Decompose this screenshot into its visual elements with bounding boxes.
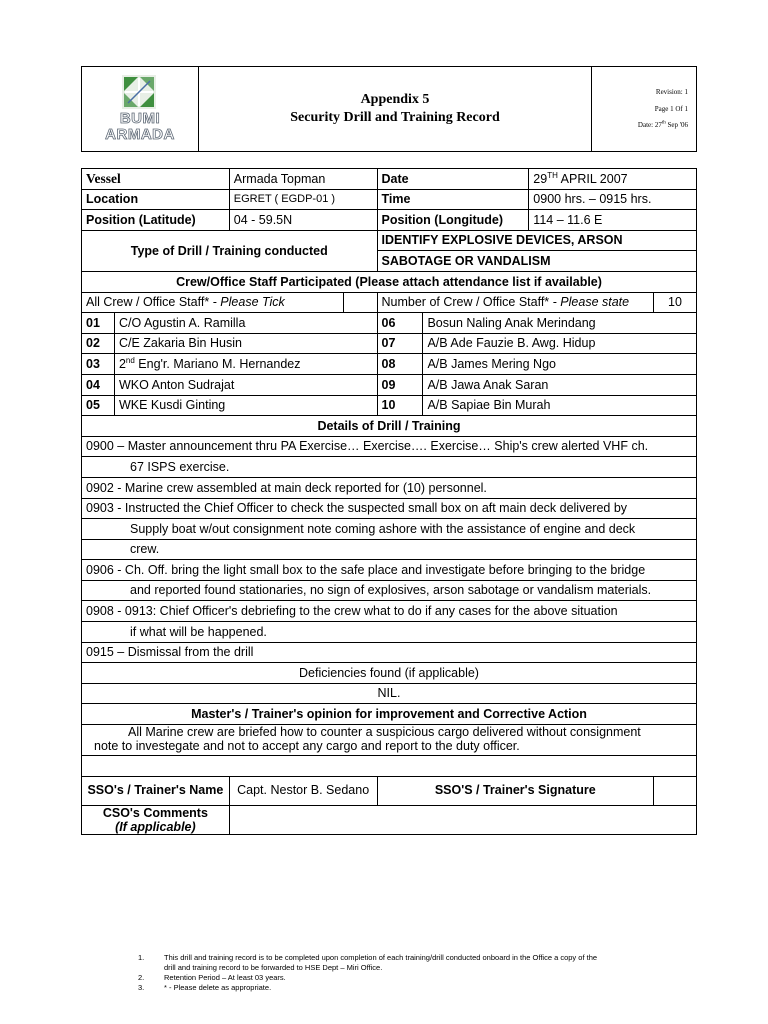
- longitude-value: 114 – 11.6 E: [529, 210, 697, 231]
- deficiencies-heading-row: [82, 663, 697, 684]
- detail-line: and reported found stationaries, no sign of explosives, arson sabotage or vandalism materials.: [82, 580, 697, 601]
- crew-number: 09: [377, 374, 423, 395]
- crew-number: 08: [377, 354, 423, 375]
- drill-record-form: [81, 168, 697, 835]
- detail-line: 0908 - 0913: Chief Officer's debriefing to the crew what to do if any cases for the above situation: [82, 601, 697, 622]
- detail-line: 0915 – Dismissal from the drill: [82, 642, 697, 663]
- crew-number-value: 10: [654, 292, 697, 313]
- all-crew-label: All Crew / Office Staff* - Please Tick: [82, 292, 344, 313]
- detail-line: 0903 - Instructed the Chief Officer to check the suspected small box on aft main deck delivered by: [82, 498, 697, 519]
- longitude-label: Position (Longitude): [377, 210, 529, 231]
- page-text: Page 1 Of 1: [654, 104, 688, 113]
- footnotes: [138, 953, 598, 993]
- cso-comments-label: CSO's Comments (If applicable): [82, 805, 230, 835]
- document-header: [81, 66, 697, 152]
- vessel-row: [82, 169, 697, 190]
- details-heading-row: [82, 416, 697, 437]
- opinion-blank-row: [82, 756, 697, 777]
- deficiencies-value-row: [82, 683, 697, 704]
- crew-row: [82, 395, 697, 416]
- crew-number: 04: [82, 374, 115, 395]
- footnote: 1. This drill and training record is to be completed upon completion of each training/drill conducted onboard in the Office a copy of the drill and training record to be forwarded to HSE Dept – Miri Office.: [138, 953, 598, 972]
- detail-line: 0906 - Ch. Off. bring the light small box to the safe place and investigate before bringing to the bridge: [82, 560, 697, 581]
- detail-line: 0900 – Master announcement thru PA Exercise… Exercise…. Exercise… Ship's crew alerted VHF ch.: [82, 436, 697, 457]
- opinion-body-row: [82, 725, 697, 756]
- crew-name: WKO Anton Sudrajat: [114, 374, 377, 395]
- crew-name: WKE Kusdi Ginting: [114, 395, 377, 416]
- position-row: [82, 210, 697, 231]
- opinion-line-2: note to investegate and not to accept any cargo and report to the duty officer.: [94, 739, 520, 754]
- company-logo: [82, 67, 198, 151]
- sso-name-value: Capt. Nestor B. Sedano: [229, 776, 377, 805]
- latitude-label: Position (Latitude): [82, 210, 230, 231]
- logo-word-armada: ARMADA: [105, 126, 175, 143]
- crew-number: 01: [82, 313, 115, 334]
- revision-text: Revision: 1: [655, 87, 688, 96]
- date-value: 29TH APRIL 2007: [529, 169, 697, 190]
- vessel-value: Armada Topman: [229, 169, 377, 190]
- time-value: 0900 hrs. – 0915 hrs.: [529, 189, 697, 210]
- details-heading: Details of Drill / Training: [82, 416, 697, 437]
- crew-name: Bosun Naling Anak Merindang: [423, 313, 697, 334]
- sso-name-label: SSO's / Trainer's Name: [82, 776, 230, 805]
- revision-date: Date: 27th Sep '06: [637, 121, 688, 130]
- sso-row: [82, 776, 697, 805]
- document-title: [199, 67, 592, 152]
- cso-comments-field[interactable]: [229, 805, 696, 835]
- location-label: Location: [82, 189, 230, 210]
- crew-number: 02: [82, 333, 115, 354]
- detail-line: crew.: [82, 539, 697, 560]
- date-label: Date: [377, 169, 529, 190]
- location-row: [82, 189, 697, 210]
- crew-name: 2nd Eng'r. Mariano M. Hernandez: [114, 354, 377, 375]
- crew-name: C/O Agustin A. Ramilla: [114, 313, 377, 334]
- logo-cell: [82, 67, 199, 152]
- footnote: 2. Retention Period – At least 03 years.: [138, 972, 286, 982]
- crew-row: [82, 333, 697, 354]
- drill-type-row-1: [82, 230, 697, 251]
- deficiencies-value: NIL.: [82, 683, 697, 704]
- footnote: 3. * - Please delete as appropriate.: [138, 982, 272, 992]
- all-crew-tick-box[interactable]: [343, 292, 377, 313]
- crew-name: A/B James Mering Ngo: [423, 354, 697, 375]
- crew-number: 05: [82, 395, 115, 416]
- crew-heading-row: [82, 271, 697, 292]
- drill-type-line-2: SABOTAGE OR VANDALISM: [377, 251, 696, 272]
- detail-line: 67 ISPS exercise.: [82, 457, 697, 478]
- crew-name: A/B Jawa Anak Saran: [423, 374, 697, 395]
- opinion-heading-row: [82, 704, 697, 725]
- title-appendix: Appendix 5: [360, 91, 430, 107]
- crew-row: [82, 374, 697, 395]
- deficiencies-heading: Deficiencies found (if applicable): [82, 663, 697, 684]
- crew-number: 03: [82, 354, 115, 375]
- crew-heading: Crew/Office Staff Participated (Please attach attendance list if available): [82, 271, 697, 292]
- detail-line: if what will be happened.: [82, 622, 697, 643]
- crew-name: A/B Ade Fauzie B. Awg. Hidup: [423, 333, 697, 354]
- crew-name: A/B Sapiae Bin Murah: [423, 395, 697, 416]
- crew-number: 07: [377, 333, 423, 354]
- detail-line: 0902 - Marine crew assembled at main deck reported for (10) personnel.: [82, 477, 697, 498]
- drill-type-label: Type of Drill / Training conducted: [82, 230, 378, 271]
- sso-signature-field[interactable]: [654, 776, 697, 805]
- revision-block: [592, 67, 697, 152]
- logo-mark-icon: [122, 75, 156, 109]
- crew-number: 06: [377, 313, 423, 334]
- crew-number: 10: [377, 395, 423, 416]
- cso-row: [82, 805, 697, 835]
- vessel-label: Vessel: [82, 169, 230, 190]
- latitude-value: 04 - 59.5N: [229, 210, 377, 231]
- crew-row: [82, 313, 697, 334]
- opinion-blank: [82, 756, 697, 777]
- crew-name: C/E Zakaria Bin Husin: [114, 333, 377, 354]
- opinion-heading: Master's / Trainer's opinion for improvement and Corrective Action: [82, 704, 697, 725]
- opinion-body: [82, 725, 697, 756]
- crew-row: [82, 354, 697, 375]
- crew-count-row: [82, 292, 697, 313]
- logo-word-bumi: BUMI: [119, 110, 161, 127]
- drill-type-line-1: IDENTIFY EXPLOSIVE DEVICES, ARSON: [377, 230, 696, 251]
- title-record: Security Drill and Training Record: [290, 110, 500, 125]
- location-value: EGRET ( EGDP-01 ): [229, 189, 377, 210]
- time-label: Time: [377, 189, 529, 210]
- crew-number-label: Number of Crew / Office Staff* - Please state: [377, 292, 653, 313]
- opinion-line-1: All Marine crew are briefed how to counter a suspicious cargo delivered without consignment: [128, 725, 641, 740]
- detail-line: Supply boat w/out consignment note coming ashore with the assistance of engine and deck: [82, 519, 697, 540]
- sso-signature-label: SSO'S / Trainer's Signature: [377, 776, 653, 805]
